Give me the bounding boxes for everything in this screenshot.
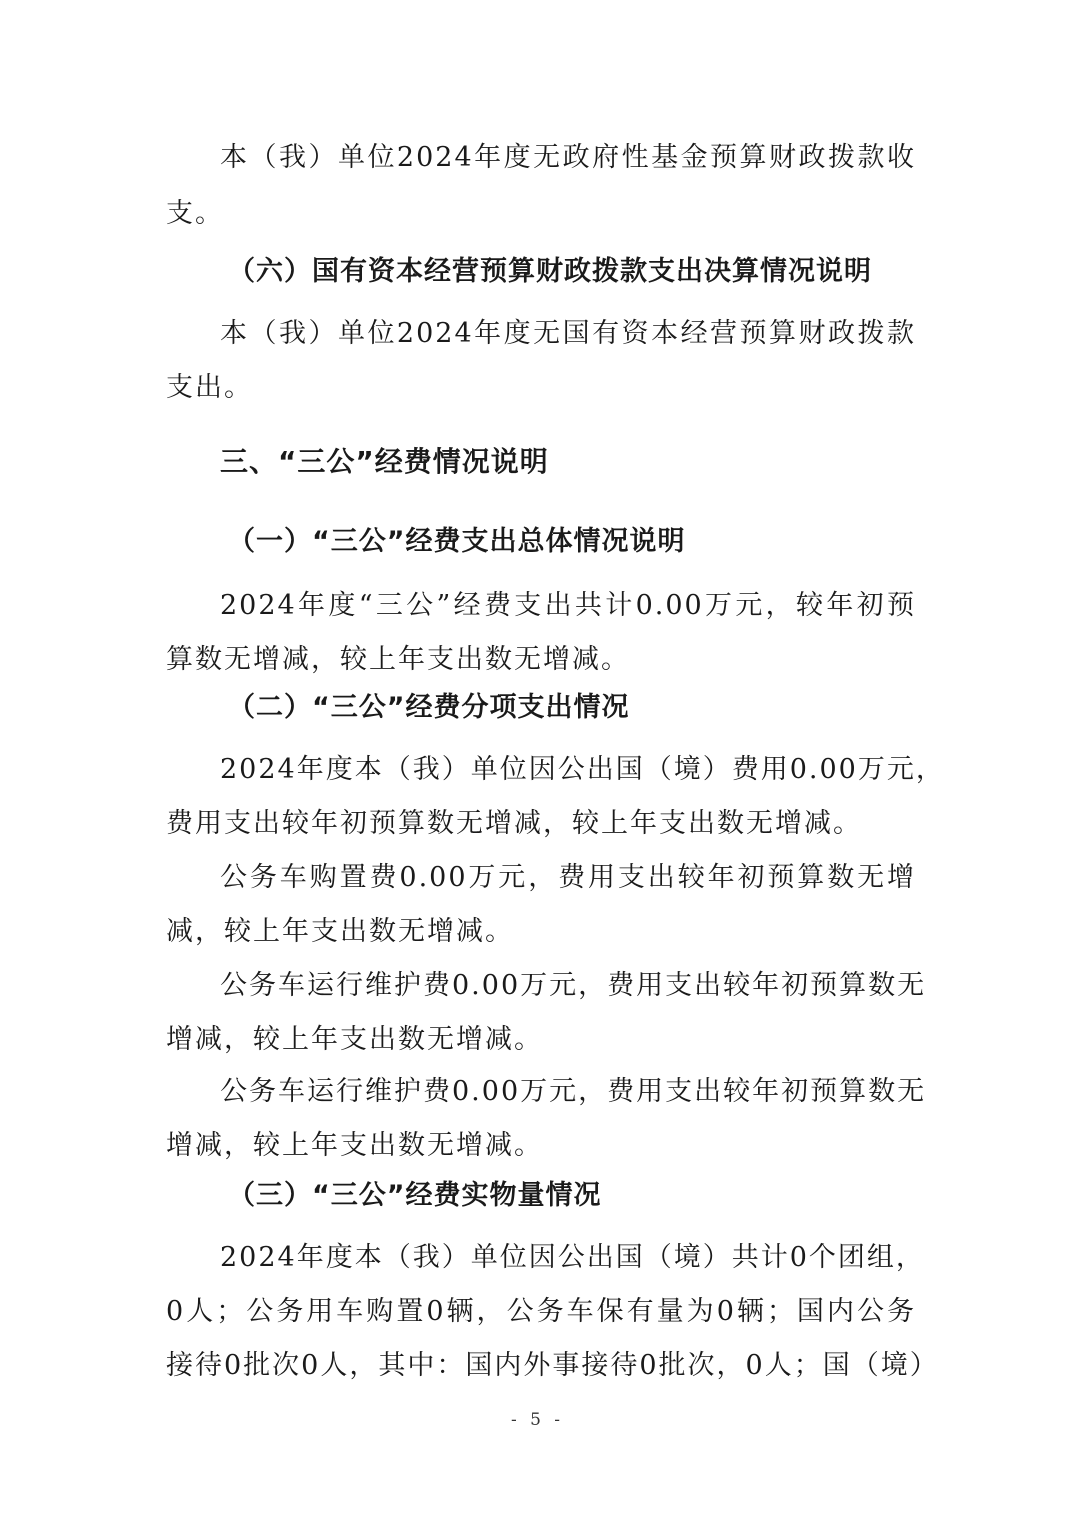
paragraph-line: 费用支出较年初预算数无增减，较上年支出数无增减。 bbox=[166, 808, 862, 839]
paragraph-line: 2024年度“三公”经费支出共计0.00万元，较年初预 bbox=[220, 590, 916, 621]
page-number: - 5 - bbox=[510, 1410, 565, 1430]
section-heading: 三、“三公”经费情况说明 bbox=[220, 445, 549, 478]
paragraph-line: 公务车运行维护费0.00万元，费用支出较年初预算数无 bbox=[220, 1076, 927, 1107]
subsection-heading: （二）“三公”经费分项支出情况 bbox=[228, 692, 630, 723]
paragraph-line: 0人；公务用车购置0辆，公务车保有量为0辆；国内公务 bbox=[166, 1296, 916, 1327]
paragraph-line: 2024年度本（我）单位因公出国（境）共计0个团组， bbox=[220, 1242, 925, 1273]
paragraph-line: 增减，较上年支出数无增减。 bbox=[166, 1130, 543, 1161]
paragraph-line: 接待0批次0人，其中：国内外事接待0批次，0人；国（境） bbox=[166, 1350, 939, 1381]
paragraph-line: 减，较上年支出数无增减。 bbox=[166, 916, 514, 947]
paragraph-line: 支。 bbox=[166, 198, 224, 229]
paragraph-line: 公务车运行维护费0.00万元，费用支出较年初预算数无 bbox=[220, 970, 927, 1001]
paragraph-line: 2024年度本（我）单位因公出国（境）费用0.00万元， bbox=[220, 754, 945, 785]
paragraph-line: 公务车购置费0.00万元，费用支出较年初预算数无增 bbox=[220, 862, 916, 893]
subsection-heading: （一）“三公”经费支出总体情况说明 bbox=[228, 526, 686, 557]
paragraph-line: 增减，较上年支出数无增减。 bbox=[166, 1024, 543, 1055]
paragraph-line: 本（我）单位2024年度无政府性基金预算财政拨款收 bbox=[220, 142, 916, 173]
paragraph-line: 支出。 bbox=[166, 372, 253, 403]
paragraph-line: 算数无增减，较上年支出数无增减。 bbox=[166, 644, 630, 675]
subsection-heading: （六）国有资本经营预算财政拨款支出决算情况说明 bbox=[228, 256, 872, 287]
paragraph-line: 本（我）单位2024年度无国有资本经营预算财政拨款 bbox=[220, 318, 916, 349]
subsection-heading: （三）“三公”经费实物量情况 bbox=[228, 1180, 602, 1211]
